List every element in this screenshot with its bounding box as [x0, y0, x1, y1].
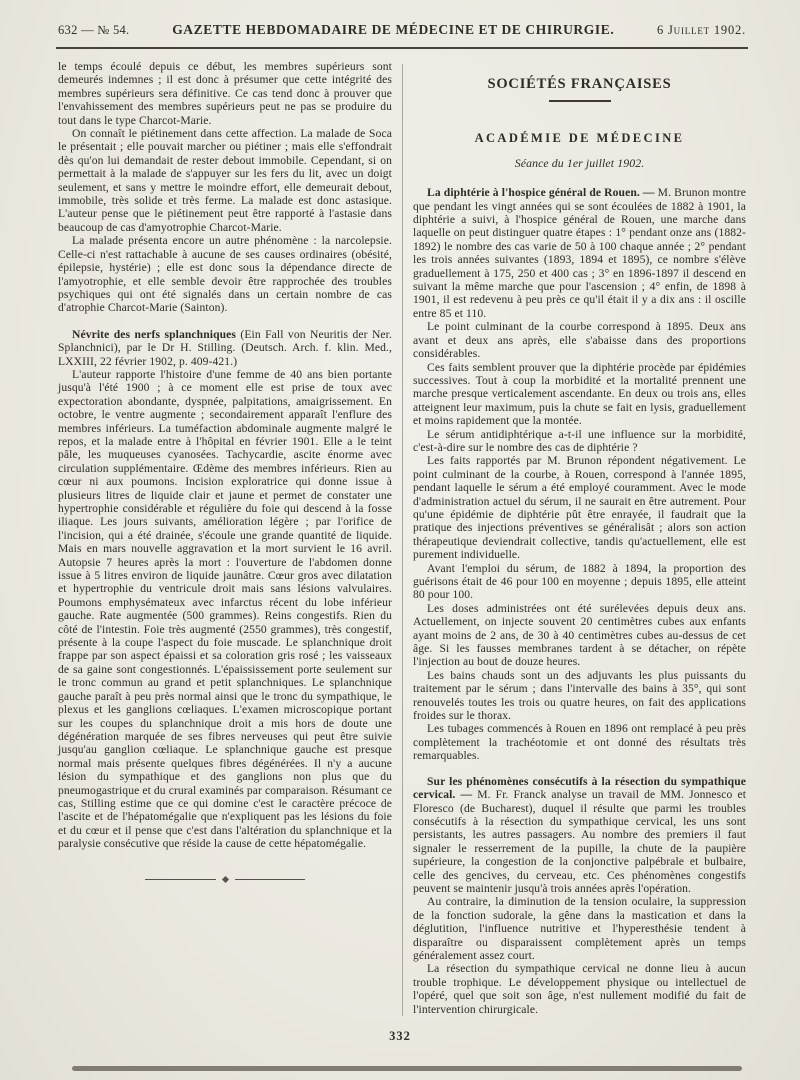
article-heading	[58, 328, 392, 368]
section-title-rule	[549, 100, 611, 102]
paragraph: Les tubages commencés à Rouen en 1896 ont remplacé à peu près complètement la trachéotomie et ont donné des résultats très remarquables.	[413, 722, 746, 763]
article-lead-paragraph	[413, 186, 746, 320]
scan-artifact	[72, 1066, 742, 1071]
paragraph: Les doses administrées ont été surélevées depuis deux ans. Actuellement, on injecte souvent 20 centimètres cubes aux enfants ayant moins de 2 ans, de 30 à 40 centimètres cubes au-dessus de cet âge. Si les fausses membranes tardent à se détacher, on répète l'injection au bout de douze heures.	[413, 601, 746, 669]
paragraph: Au contraire, la diminution de la tension oculaire, la suppression de la fonction sudorale, la gêne dans la mastication et dans la déglutition, l'influence nutritive et l'hyperesthésie tendent à disparaître ou disparaissent complètement après un temps généralement assez court.	[413, 895, 746, 962]
paragraph: Avant l'emploi du sérum, de 1882 à 1894, la proportion des guérisons était de 46 pour 100 en moyenne ; depuis 1895, elle atteint 80 pour 100.	[413, 561, 746, 602]
page-footer	[0, 1029, 800, 1044]
paragraph: La malade présenta encore un autre phénomène : la narcolepsie. Celle-ci n'est rattachable à aucune de ses causes ordinaires (obésité, épilepsie, hystérie) ; elle est donc sous la dépendance directe de l'amyotrophie, et elle semble devoir être rapprochée des troubles psychiques qui ont été signalés dans un certain nombre de cas d'atrophie Charcot-Marie (Sainton).	[58, 234, 392, 315]
paragraph: On connaît le piétinement dans cette affection. La malade de Soca le présentait ; elle pouvait marcher ou piétiner ; mais elle s'effondrait dès qu'on lui demandait de rester debout immobile. Cependant, si on permettait à la malade de s'appuyer sur les fers du lit, avec un doigt seulement, et sans y mettre le moindre effort, elle demeurait debout, immobile, très solide et très ferme. La malade est donc astasique. L'auteur pense que le piétinement peut être rapporté à l'astasie dans beaucoup de cas d'amyotrophie Charcot-Marie.	[58, 127, 392, 234]
article-body-paragraph: L'auteur rapporte l'histoire d'une femme de 40 ans bien portante jusqu'à l'été 1900 ; à ce moment elle est prise de toux avec expectoration abondante, dyspnée, palpitations, amaigrissement. En octobre, le ventre augmente ; secondairement apparaît l'enflure des membres inférieurs. La tuméfaction abdominale augmente malgré le repos, et la malade entre à l'hôpital en février 1901. Elle a le teint pâle, les muqueuses cyanosées. Tachycardie, ascite énorme avec circulation supplémentaire. Œdème des membres inférieurs. Rien au cœur ni aux poumons. Incision exploratrice qui donne issue à plusieurs litres de liquide clair et jaune et permet de constater une hypertrophie considérable et régulière du foie qui descend à la fosse iliaque. Les jours suivants, amélioration légère ; par l'orifice de l'incision, qui a été drainée, s'écoule une grande quantité de liquide. Mais en mars nouvelle aggravation et la mort survient le 16 avril. Autopsie 7 heures après la mort : l'ouverture de l'abdomen donne issue à 5 litres environ de liquide jaunâtre. Cœur gros avec dilatation et hypertrophie du ventricule droit mais sans lésions valvulaires. Poumons emphysémateux avec infarctus récent du lobe inférieur gauche. Rate augmentée (500 grammes). Reins congestifs. Rien du côté de l'intestin. Foie très augmenté (2550 grammes), très congestif, présente à la coupe l'aspect du foie muscade. Le splanchnique droit frappe par son aspect épaissi et sa coloration gris rosé ; les vaisseaux de sa gaine sont congestionnés. L'épaississement porte seulement sur le tronc commun au grand et petit splanchniques. Le splanchnique gauche paraît à peu près normal ainsi que le tronc du sympathique, le plexus et les ganglions cœliaques. L'examen microscopique portant sur les coupes du splanchnique droit a mis hors de doute une dégénération marquée de ses fibres nerveuses qui peut être suivie jusqu'au ganglion cœliaque. Le splanchnique gauche est presque normal mais présente quelques fibres dégénérées. Il n'y a aucune lésion du sympathique et des ganglions non plus que du pneumogastrique et du crural examinés par comparaison. Résumant ce cas, Stilling estime que ce qui domine c'est le caractère précoce de l'ascite et de l'hépatomégalie que n'expliquent pas les lésions du foie et du cœur et il pense que c'est dans l'altération du splanchnique et la paralysie consécutive que réside la cause de cette hépatomégalie.	[58, 367, 393, 851]
article-run-in-heading: La diphtérie à l'hospice général de Rouen. —	[427, 186, 658, 200]
left-column	[58, 60, 392, 1016]
paragraph: Les bains chauds sont un des adjuvants les plus puissants du traitement par le sérum ; dans l'intervalle des bains à 35°, qui sont renouvelés toutes les trois ou quatre heures, on fait des applications froides sur le thorax.	[413, 668, 746, 723]
right-column	[413, 60, 746, 1016]
section-title: SOCIÉTÉS FRANÇAISES	[487, 76, 672, 92]
paragraph: Le sérum antidiphtérique a-t-il une influence sur la morbidité, c'est-à-dire sur le nombre des cas de diphtérie ?	[413, 427, 746, 454]
article-lead-paragraph	[413, 775, 746, 896]
paragraph-text: M. Brunon montre que pendant les vingt années qui se sont écoulées de 1882 à 1901, la diphtérie a suivi, à l'hospice général de Rouen, une marche dans laquelle on peut distinguer quatre étapes : 1° pendant onze ans (1882-1892) le nombre des cas varie de 50 à 100 chaque année ; 2° pendant les trois années suivantes (1893, 1894 et 1895), ce nombre s'élève graduellement à 175, 250 et 400 cas ; 3° en 1896-1897 il descend en suivant la même marche que pour l'ascension ; 4° enfin, de 1898 à 1901, il est redevenu à peu près ce qu'il était il y a dix ans : il oscille entre 85 et 110.	[413, 186, 746, 320]
section-divider-ornament	[145, 877, 305, 882]
paragraph: Ces faits semblent prouver que la diphtérie procède par épidémies successives. Tout à coup la morbidité et la mortalité prennent une marche presque verticalement ascendante. En deux ou trois ans, elles atteignent leur maximum, puis la chute se fait en lysis, graduellement et moins rapidement que la montée.	[413, 360, 746, 428]
journal-title: GAZETTE HEBDOMADAIRE DE MÉDECINE ET DE CHIRURGIE.	[172, 22, 615, 37]
diamond-ornament-icon	[221, 876, 228, 883]
page-body	[58, 60, 746, 1016]
page-number: 332	[389, 1029, 411, 1043]
issue-date: 6 Juillet 1902.	[657, 23, 746, 37]
column-divider-rule	[402, 64, 403, 1016]
academy-title: ACADÉMIE DE MÉDECINE	[474, 131, 685, 146]
continuation-paragraph: le temps écoulé depuis ce début, les membres supérieurs sont demeurés indemnes ; il est donc à présumer que cette intégrité des membres supérieurs sera définitive. Ce cas tend donc à prouver que l'envahissement des membres supérieurs peut ne pas se produire du tout dans le type Charcot-Marie.	[58, 60, 392, 127]
page-ref: 632 — № 54.	[58, 23, 130, 37]
article-title: Névrite des nerfs splanchniques	[72, 327, 237, 341]
paragraph-text: M. Fr. Franck analyse un travail de MM. Jonnesco et Floresco (de Bucharest), duquel il résulte que parmi les troubles consécutifs à la résection du sympathique cervical, les uns sont persistants, les autres passagers. Au nombre des premiers il faut signaler le resserrement de la pupille, la chute de la paupière supérieure, la congestion de la conjonctive palpébrale et bulbaire, celle des gencives, du cerveau, etc. Ces phénomènes congestifs peuvent se maintenir jusqu'à trois années après l'opération.	[413, 788, 747, 895]
paragraph: La résection du sympathique cervical ne donne lieu à aucun trouble trophique. Le développement physique ou intellectuel de l'opéré, quel que soit son âge, n'est nullement modifié du fait de l'intervention chirurgicale.	[413, 962, 746, 1016]
page-header	[58, 22, 746, 38]
session-date: Séance du 1er juillet 1902.	[514, 155, 645, 170]
article-run-in-heading: Sur les phénomènes consécutifs à la résection du sympathique cervical. —	[413, 774, 746, 802]
paragraph: Les faits rapportés par M. Brunon répondent négativement. Le point culminant de la courbe, à Rouen, correspond à l'année 1895, pendant laquelle le sérum a été employé couramment. Avec le mode d'administration actuel du sérum, il ne saurait en être autrement. Pour qu'une épidémie de diphtérie pût être enrayée, il faudrait que la pratique des injections préventives se généralisât ; alors son action thérapeutique deviendrait collective, tandis qu'actuellement, elle est purement individuelle.	[413, 454, 746, 562]
header-rule	[56, 47, 748, 49]
article-reference: (Ein Fall von Neuritis der Ner. Splanchnici), par le Dr H. Stilling. (Deutsch. Arch. f. klin. Med., LXXIII, 22 février 1902, p. 409-421.)	[58, 327, 392, 368]
paragraph: Le point culminant de la courbe correspond à 1895. Deux ans avant et deux ans après, elle s'abaisse dans des proportions considérables.	[413, 320, 746, 361]
